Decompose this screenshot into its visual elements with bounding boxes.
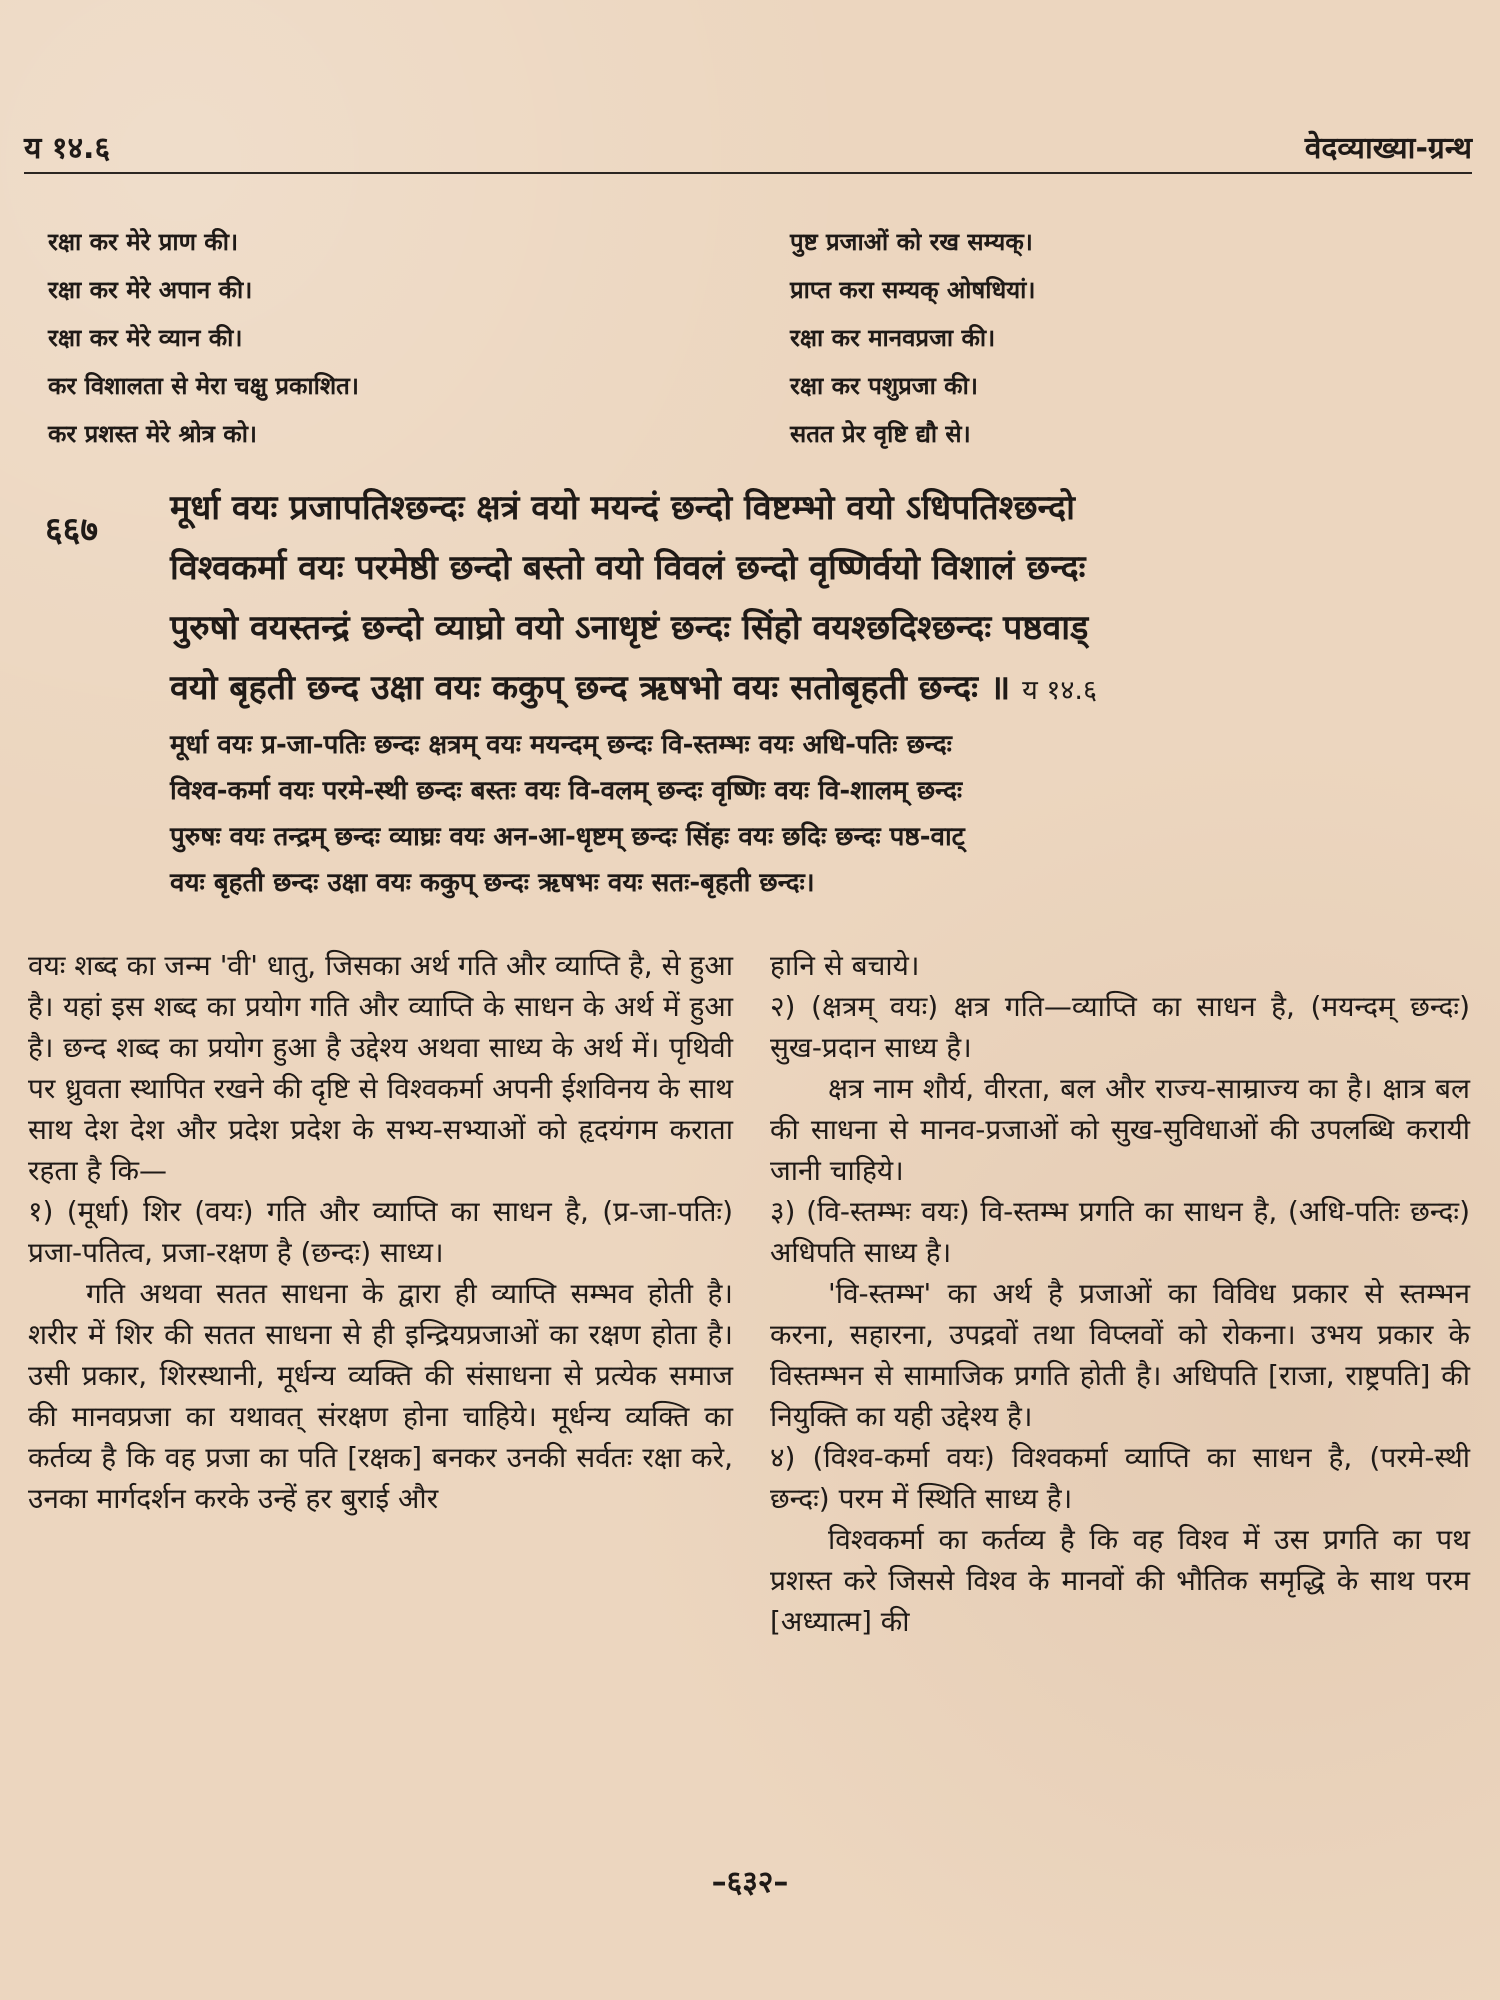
right-commentary-column (770, 945, 1470, 1642)
commentary-paragraph: गति अथवा सतत साधना के द्वारा ही व्याप्ति सम्भव होती है। शरीर में शिर की सतत साधना से ही इन्द्रियप्रजाओं का रक्षण होता है। उसी प्रकार, शिरस्थानी, मूर्धन्य व्यक्ति की संसाधना से प्रत्येक समाज की मानवप्रजा का यथावत् संरक्षण होना चाहिये। मूर्धन्य व्यक्ति का कर्तव्य है कि वह प्रजा का पति [रक्षक] बनकर उनकी सर्वतः रक्षा करे, उनका मार्गदर्शन करके उन्हें हर बुराई और (28, 1277, 733, 1515)
pada-line: मूर्धा वयः प्र-जा-पतिः छन्दः क्षत्रम् वयः मयन्दम् छन्दः वि-स्तम्भः वयः अधि-पतिः छन्दः (170, 730, 952, 760)
commentary-paragraph: विश्वकर्मा का कर्तव्य है कि वह विश्व में उस प्रगति का पथ प्रशस्त करे जिससे विश्व के मानवों की भौतिक समृद्धि के साथ परम [अध्यात्म] की (770, 1523, 1470, 1638)
poem-line: रक्षा कर मेरे अपान की। (48, 276, 253, 304)
verse-line: मूर्धा वयः प्रजापतिश्छन्दः क्षत्रं वयो मयन्दं छन्दो विष्टम्भो वयो ऽधिपतिश्छन्दो (170, 488, 1075, 528)
verse-reference: य १४.६ (1022, 675, 1098, 706)
commentary-paragraph: हानि से बचाये। (770, 949, 920, 982)
pada-line: वयः बृहती छन्दः उक्षा वयः ककुप् छन्दः ऋषभः वयः सतः-बृहती छन्दः। (170, 868, 815, 898)
header-title: वेदव्याख्या-ग्रन्थ (1304, 131, 1472, 166)
verse-line: विश्वकर्मा वयः परमेष्ठी छन्दो बस्तो वयो विवलं छन्दो वृष्णिर्वयो विशालं छन्दः (170, 548, 1086, 588)
left-commentary-column (28, 945, 733, 1519)
poem-line: रक्षा कर मानवप्रजा की। (790, 324, 996, 352)
page-number: –६३२– (711, 1865, 789, 1900)
commentary-paragraph: ३) (वि-स्तम्भः वयः) वि-स्तम्भ प्रगति का साधन है, (अधि-पतिः छन्दः) अधिपति साध्य है। (770, 1195, 1470, 1269)
commentary-paragraph: क्षत्र नाम शौर्य, वीरता, बल और राज्य-साम्राज्य का है। क्षात्र बल की साधना से मानव-प्रजाओं को सुख-सुविधाओं की उपलब्धि करायी जानी चाहिये। (770, 1072, 1470, 1187)
poem-line: कर प्रशस्त मेरे श्रोत्र को। (48, 420, 258, 448)
commentary-paragraph: ४) (विश्व-कर्मा वयः) विश्वकर्मा व्याप्ति का साधन है, (परमे-स्थी छन्दः) परम में स्थिति साध्य है। (770, 1441, 1470, 1515)
poem-line: रक्षा कर पशुप्रजा की। (790, 372, 978, 400)
poem-right-column (790, 218, 1410, 458)
poem-left-column (48, 218, 668, 458)
pada-patha (170, 722, 1440, 906)
verse-line (170, 658, 1440, 721)
pada-line: पुरुषः वयः तन्द्रम् छन्दः व्याघ्रः वयः अन-आ-धृष्टम् छन्दः सिंहः वयः छदिः छन्दः पष्ठ-वाट् (170, 822, 965, 852)
header-reference: य १४.६ (24, 131, 111, 166)
commentary-paragraph: १) (मूर्धा) शिर (वयः) गति और व्याप्ति का साधन है, (प्र-जा-पतिः) प्रजा-पतित्व, प्रजा-रक्षण है (छन्दः) साध्य। (28, 1195, 733, 1269)
verse-number: ६६७ (45, 510, 99, 550)
pada-line: विश्व-कर्मा वयः परमे-स्थी छन्दः बस्तः वयः वि-वलम् छन्दः वृष्णिः वयः वि-शालम् छन्दः (170, 776, 963, 806)
sanskrit-verse (170, 478, 1440, 721)
poem-line: प्राप्त करा सम्यक् ओषधियां। (790, 276, 1036, 304)
poem-line: कर विशालता से मेरा चक्षु प्रकाशित। (48, 372, 359, 400)
verse-line: पुरुषो वयस्तन्द्रं छन्दो व्याघ्रो वयो ऽनाधृष्टं छन्दः सिंहो वयश्छदिश्छन्दः पष्ठवाड् (170, 608, 1089, 648)
commentary-paragraph: २) (क्षत्रम् वयः) क्षत्र गति—व्याप्ति का साधन है, (मयन्दम् छन्दः) सुख-प्रदान साध्य है। (770, 990, 1470, 1064)
poem-line: रक्षा कर मेरे प्राण की। (48, 228, 239, 256)
commentary-paragraph: वयः शब्द का जन्म 'वी' धातु, जिसका अर्थ गति और व्याप्ति है, से हुआ है। यहां इस शब्द का प्रयोग गति और व्याप्ति के साधन के अर्थ में हुआ है। छन्द शब्द का प्रयोग हुआ है उद्देश्य अथवा साध्य के अर्थ में। पृथिवी पर ध्रुवता स्थापित रखने की दृष्टि से विश्वकर्मा अपनी ईशविनय के साथ साथ देश देश और प्रदेश प्रदेश के सभ्य-सभ्याओं को हृदयंगम कराता रहता है कि— (28, 949, 733, 1187)
commentary-paragraph: 'वि-स्तम्भ' का अर्थ है प्रजाओं का विविध प्रकार से स्तम्भन करना, सहारना, उपद्रवों तथा विप्लवों को रोकना। उभय प्रकार के विस्तम्भन से सामाजिक प्रगति होती है। अधिपति [राजा, राष्ट्रपति] की नियुक्ति का यही उद्देश्य है। (770, 1277, 1470, 1433)
poem-line: रक्षा कर मेरे व्यान की। (48, 324, 243, 352)
poem-line: सतत प्रेर वृष्टि द्यौ से। (790, 420, 971, 448)
poem-line: पुष्ट प्रजाओं को रख सम्यक्। (790, 228, 1033, 256)
verse-line-text: वयो बृहती छन्द उक्षा वयः ककुप् छन्द ऋषभो वयः सतोबृहती छन्दः ॥ (170, 668, 1011, 708)
page-header (24, 108, 1472, 174)
